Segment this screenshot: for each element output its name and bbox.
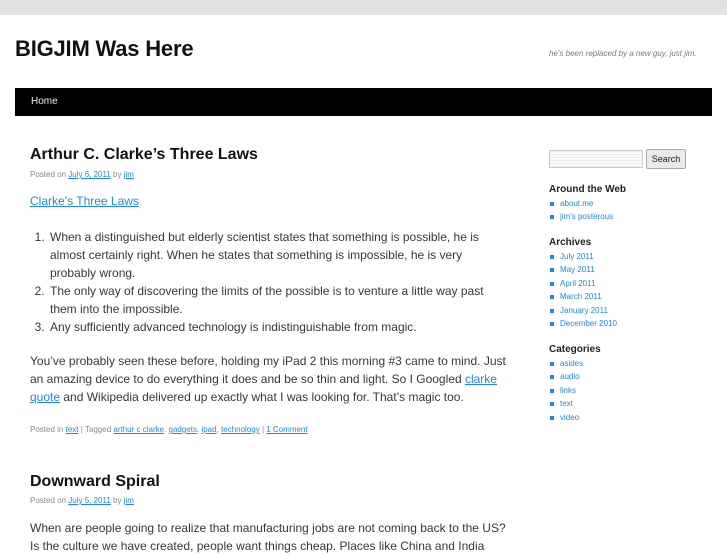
archive-link[interactable]: March 2011	[560, 292, 602, 302]
comments-link[interactable]: 1 Comment	[266, 425, 308, 434]
category-list	[549, 357, 583, 424]
post-date-link[interactable]: July 6, 2011	[68, 170, 111, 179]
site-description: he's been replaced by a new guy, just jim.	[549, 49, 697, 58]
post-meta	[30, 496, 134, 505]
widget-title: Categories	[549, 344, 601, 355]
list-item	[549, 384, 583, 397]
category-link[interactable]: audio	[560, 372, 580, 382]
main-nav	[15, 88, 712, 116]
author-link[interactable]: jim	[123, 170, 134, 179]
posted-on-label: Posted on	[30, 170, 67, 179]
archive-list	[549, 250, 617, 330]
category-link[interactable]: video	[560, 412, 580, 422]
category-link[interactable]: text	[560, 399, 573, 409]
category-link[interactable]: text	[65, 425, 79, 434]
post-footer-meta: Posted in text | Tagged arthur c clarke, gadgets, ipad, technology | 1 Comment	[30, 425, 308, 434]
post-title[interactable]: Downward Spiral	[30, 473, 160, 490]
list-item	[549, 250, 617, 263]
posted-on-label: Posted on	[30, 496, 67, 505]
archive-link[interactable]: December 2010	[560, 319, 617, 329]
posted-in-label: Posted in	[30, 425, 64, 434]
list-item	[549, 277, 617, 290]
tag-link[interactable]: technology	[221, 425, 260, 434]
author-link[interactable]: jim	[123, 496, 134, 505]
list-item	[549, 197, 613, 210]
clarke-quote-link[interactable]: clarke quote	[30, 372, 497, 404]
list-item	[549, 397, 583, 410]
search-input[interactable]	[549, 150, 643, 168]
link-list	[549, 197, 613, 224]
list-item	[549, 411, 583, 424]
list-item	[549, 357, 583, 370]
paragraph-text: You’ve probably seen these before, holding my iPad 2 this morning #3 came to mind. Just an amazing device to do everything it does and be so thin and light. So I Googled	[30, 354, 506, 386]
site-title[interactable]: BIGJIM Was Here	[15, 36, 194, 61]
search-button[interactable]: Search	[646, 149, 686, 169]
list-item: 3. Any sufficiently advanced technology is indistinguishable from magic.	[48, 318, 510, 336]
nav-home-link[interactable]: Home	[31, 96, 58, 107]
widget-title: Around the Web	[549, 184, 627, 195]
list-item: 1. When a distinguished but elderly scientist states that something is possible, he is almost certainly right. When he states that something is impossible, he is very probably wrong.	[48, 228, 510, 282]
list-item	[549, 290, 617, 303]
list-item: 2. The only way of discovering the limits of the possible is to venture a little way past them into the impossible.	[48, 282, 510, 318]
list-item	[549, 263, 617, 276]
paragraph-text: and Wikipedia delivered up exactly what I was looking for. That’s magic too.	[60, 390, 464, 404]
list-item	[549, 370, 583, 383]
tagged-label: | Tagged	[80, 425, 112, 434]
post-title[interactable]: Arthur C. Clarke’s Three Laws	[30, 146, 258, 163]
tag-link[interactable]: ipad	[201, 425, 217, 434]
list-item	[549, 317, 617, 330]
link-posterous[interactable]: jim's posterous	[560, 212, 614, 222]
post-link-line	[30, 192, 510, 210]
by-label: by	[113, 170, 122, 179]
list-item	[549, 304, 617, 317]
by-label: by	[113, 496, 122, 505]
archive-link[interactable]: May 2011	[560, 265, 595, 275]
category-link[interactable]: links	[560, 385, 577, 395]
archive-link[interactable]: January 2011	[560, 305, 608, 315]
archive-link[interactable]: April 2011	[560, 278, 596, 288]
widget-title: Archives	[549, 237, 592, 248]
post-meta	[30, 170, 134, 179]
laws-list	[30, 228, 510, 336]
post-paragraph: When are people going to realize that manufacturing jobs are not coming back to the US? Is the culture we have created, people want things cheap. Places like China and India	[30, 521, 506, 553]
top-bar	[0, 0, 727, 15]
clarkes-laws-link[interactable]: Clarke’s Three Laws	[30, 194, 139, 208]
tag-link[interactable]: gadgets	[168, 425, 197, 434]
post-date-link[interactable]: July 5, 2011	[68, 496, 111, 505]
list-item	[549, 210, 613, 223]
category-link[interactable]: asides	[560, 359, 584, 368]
archive-link[interactable]: July 2011	[560, 252, 594, 261]
link-about-me[interactable]: about.me	[560, 199, 594, 208]
tag-link[interactable]: arthur c clarke	[113, 425, 165, 434]
post-paragraph	[30, 352, 510, 406]
